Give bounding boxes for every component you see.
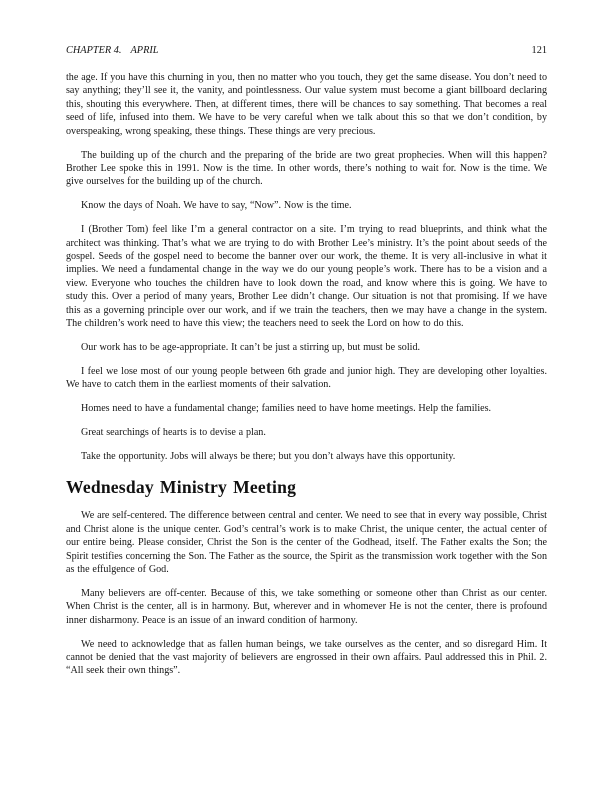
paragraph: Know the days of Noah. We have to say, “Now”. Now is the time.: [81, 200, 352, 212]
paragraph: Great searchings of hearts is to devise a plan.: [81, 427, 266, 439]
paragraph: The building up of the church and the preparing of the bride are two great prophecies. When will this happen? Brother Lee spoke this in 1991. Now is the time. In other words, there’s nothing to wait for. Now is the time. We give ourselves for the building up of the church.: [66, 149, 547, 188]
paragraph: We are self-centered. The difference between central and center. We need to see that in every way possible, Christ and Christ alone is the unique center. God’s central’s work is to make Christ, the unique center, the actual center of our entire being. Please consider, Christ the Son is the center of the Godhead, itself. The Father exalts the Son; the Spirit testifies concerning the Son. The Father as the source, the Spirit as the transmission work together with the Son as the effulgence of God.: [66, 510, 547, 575]
running-header: [66, 45, 547, 56]
page-number: 121: [531, 45, 547, 56]
paragraph: Homes need to have a fundamental change; families need to have home meetings. Help the families.: [81, 403, 492, 415]
paragraph: I (Brother Tom) feel like I’m a general contractor on a site. I’m trying to read blueprints, and think what the architect was thinking. That’s what we are trying to do with Brother Lee’s ministry. It’s the point about seeds of the gospel. Seeds of the gospel need to become the banner over our work, the theme. It is very all-inclusive in what it implies. We need a fundamental change in the way we do our young people’s work. There has to be a vision and a view. Everyone who touches the children have to look down the road, and know where this is going. We have to study this. Over a period of many years, Brother Lee didn’t change. Our situation is not that promising. If we have this as a governing principle over our work, and if we train the teachers, then we may have a change in the system. The children’s work need to have this view; the teachers need to seek the Lord on how to do this.: [66, 224, 547, 329]
paragraph: We need to acknowledge that as fallen human beings, we take ourselves as the center, and so disregard Him. It cannot be denied that the vast majority of believers are engrossed in their own affairs. Paul addressed this in Phil. 2. “All seek their own things”.: [66, 638, 547, 677]
running-header-chapter: [66, 45, 159, 56]
paragraph: Take the opportunity. Jobs will always be there; but you don’t always have this opportunity.: [81, 450, 456, 462]
document-body: [66, 71, 547, 678]
paragraph: I feel we lose most of our young people between 6th grade and junior high. They are developing other loyalties. We have to catch them in the earliest moments of their salvation.: [66, 365, 547, 391]
paragraph: the age. If you have this churning in you, then no matter who you touch, they get the same disease. You don’t need to say anything; they’ll see it, the vanity, and pointlessness. Our value system must become a giant billboard declaring this, shouting this everywhere. Then, at different times, there will be chances to say something. That becomes a real seed of life, infused into them. We have to be very careful when we talk about this so that we don’t condition, by overspeaking, wrong speaking, these things. These things are very precious.: [66, 72, 547, 137]
paragraph: Many believers are off-center. Because of this, we take something or someone other than Christ as our center. When Christ is the center, all is in harmony. But, wherever and in whomever He is not the center, there is profound inner disharmony. Peace is an issue of an inward condition of harmony.: [66, 587, 547, 626]
chapter-title: APRIL: [130, 45, 159, 56]
chapter-label: CHAPTER 4.: [66, 45, 122, 56]
section-heading: Wednesday Ministry Meeting: [66, 477, 297, 498]
paragraph: Our work has to be age-appropriate. It can’t be just a stirring up, but must be solid.: [81, 341, 421, 353]
